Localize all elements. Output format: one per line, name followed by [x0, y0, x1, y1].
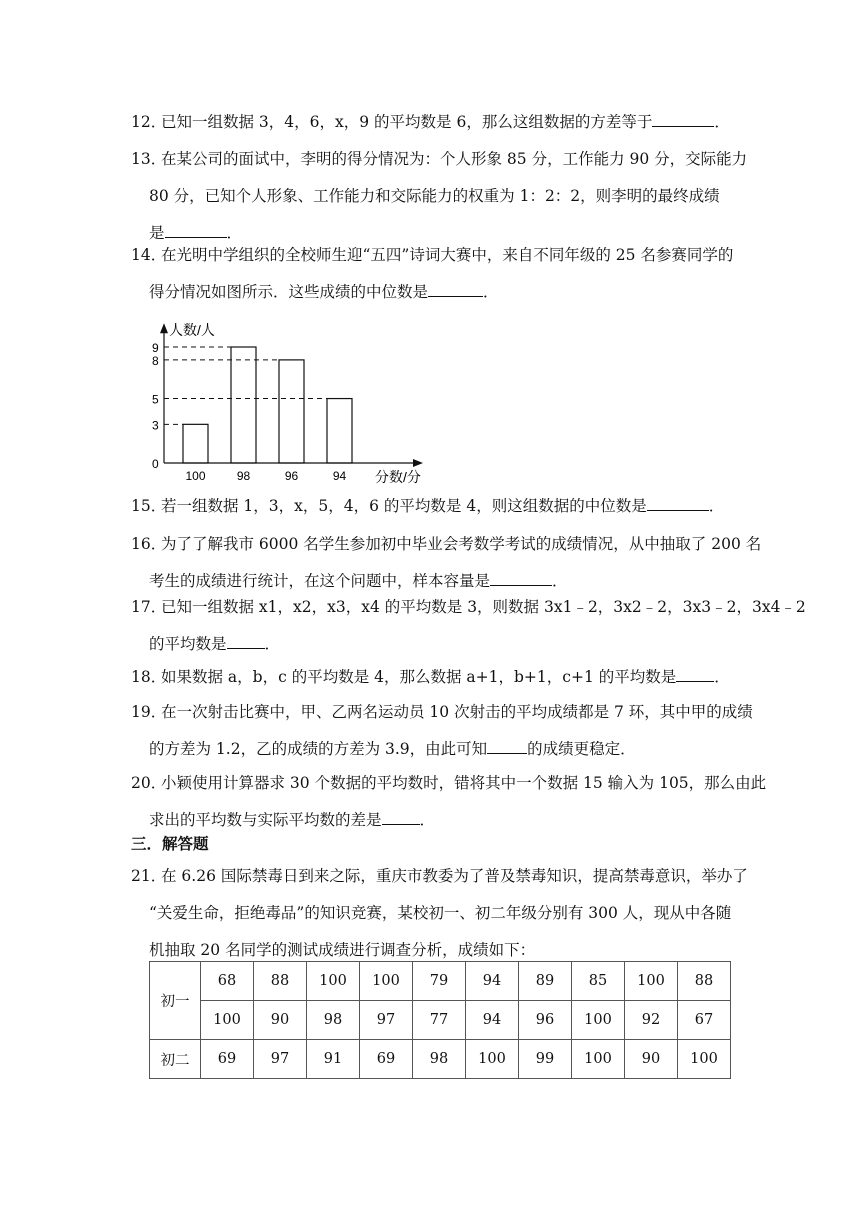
question-number: 16．: [131, 535, 167, 553]
question-text: 求出的平均数与实际平均数的差是 ．: [149, 811, 436, 829]
y-axis-label: 人数/人: [169, 322, 215, 339]
question-text: 在 6.26 国际禁毒日到来之际，重庆市教委为了普及禁毒知识，提高禁毒意识，举办了: [161, 867, 748, 885]
table-cell: 89: [519, 962, 572, 1001]
table-cell: 100: [572, 1001, 625, 1040]
table-cell: 100: [201, 1001, 254, 1040]
question-text: 得分情况如图所示．这些成绩的中位数是 ．: [149, 283, 499, 301]
question-14: [131, 237, 734, 311]
answer-blank[interactable]: [428, 282, 483, 297]
answer-blank[interactable]: [652, 112, 714, 127]
table-cell: 90: [625, 1040, 678, 1079]
table-cell: 97: [254, 1040, 307, 1079]
x-axis-arrow: [413, 459, 423, 467]
x-tick-label: 94: [332, 469, 347, 483]
question-12: [131, 104, 731, 141]
bar: [279, 360, 304, 463]
question-text: 考生的成绩进行统计，在这个问题中，样本容量是 ．: [149, 572, 568, 590]
x-tick-label: 96: [284, 469, 299, 483]
table-cell: 96: [519, 1001, 572, 1040]
answer-blank[interactable]: [382, 810, 420, 825]
question-number: 21．: [131, 867, 167, 885]
table-cell: 77: [413, 1001, 466, 1040]
question-text: 若一组数据 1，3，x，5，4，6 的平均数是 4，则这组数据的中位数是 ．: [161, 497, 725, 515]
table-cell: 91: [307, 1040, 360, 1079]
table-cell: 100: [625, 962, 678, 1001]
table-cell: 98: [307, 1001, 360, 1040]
question-number: 12．: [131, 113, 167, 131]
table-cell: 88: [678, 962, 731, 1001]
question-number: 13．: [131, 150, 167, 168]
x-tick-label: 98: [236, 469, 251, 483]
question-18: [131, 659, 731, 696]
table-cell: 94: [466, 1001, 519, 1040]
question-text: 如果数据 a，b，c 的平均数是 4，那么数据 a+1，b+1，c+1 的平均数是 ．: [161, 668, 730, 686]
question-20: [131, 765, 767, 839]
answer-blank[interactable]: [490, 571, 552, 586]
question-text: 的方差为 1.2，乙的成绩的方差为 3.9，由此可知 的成绩更稳定．: [149, 740, 636, 758]
question-19: [131, 694, 753, 768]
y-tick-label: 3: [152, 418, 159, 433]
table-cell: 69: [201, 1040, 254, 1079]
answer-blank[interactable]: [227, 634, 265, 649]
question-number: 17．: [131, 598, 167, 616]
question-text: 在某公司的面试中，李明的得分情况为：个人形象 85 分，工作能力 90 分，交际能力: [161, 150, 748, 168]
table-row: [150, 1001, 731, 1040]
question-text: 已知一组数据 3，4，6，x，9 的平均数是 6，那么这组数据的方差等于 ．: [161, 113, 730, 131]
question-21: [131, 858, 748, 969]
answer-blank[interactable]: [487, 739, 527, 754]
y-axis-arrow: [160, 323, 168, 333]
table-cell: 100: [678, 1040, 731, 1079]
question-15: [131, 488, 731, 525]
question-text: 已知一组数据 x1，x2，x3，x4 的平均数是 3，则数据 3x1﹣2，3x2﹣2，3x3﹣2，3x4﹣2: [161, 598, 806, 616]
question-number: 15．: [131, 497, 167, 515]
question-text: 在一次射击比赛中，甲、乙两名运动员 10 次射击的平均成绩都是 7 环，其中甲的成绩: [161, 703, 753, 721]
table-cell: 97: [360, 1001, 413, 1040]
table-cell: 99: [519, 1040, 572, 1079]
bar: [183, 424, 208, 463]
table-cell: 100: [572, 1040, 625, 1079]
answer-blank[interactable]: [165, 223, 227, 238]
question-number: 19．: [131, 703, 167, 721]
question-text: 为了了解我市 6000 名学生参加初中毕业会考数学考试的成绩情况，从中抽取了 200 名: [161, 535, 762, 553]
grade-label: 初一: [150, 962, 201, 1040]
table-cell: 92: [625, 1001, 678, 1040]
y-tick-label: 8: [152, 353, 159, 368]
question-text: “关爱生命，拒绝毒品”的知识竞赛，某校初一、初二年级分别有 300 人，现从中各随: [149, 904, 732, 922]
table-cell: 69: [360, 1040, 413, 1079]
table-cell: 85: [572, 962, 625, 1001]
answer-blank[interactable]: [647, 496, 709, 511]
question-text: 是 ．: [149, 224, 243, 242]
table-cell: 90: [254, 1001, 307, 1040]
x-tick-label: 100: [185, 469, 206, 483]
question-text: 机抽取 20 名同学的测试成绩进行调查分析，成绩如下：: [149, 941, 536, 959]
score-table: [149, 961, 731, 1079]
question-text: 小颖使用计算器求 30 个数据的平均数时，错将其中一个数据 15 输入为 105，那么由此: [161, 774, 767, 792]
x-axis-label: 分数/分: [375, 469, 421, 485]
bar: [231, 347, 256, 463]
table-row: [150, 962, 731, 1001]
question-text: 80 分，已知个人形象、工作能力和交际能力的权重为 1：2：2，则李明的最终成绩: [149, 187, 720, 205]
table-cell: 98: [413, 1040, 466, 1079]
section-title: 三．解答题: [131, 834, 209, 853]
y-tick-label: 5: [152, 392, 159, 407]
table-cell: 100: [466, 1040, 519, 1079]
y-tick-label: 9: [152, 341, 159, 355]
table-cell: 68: [201, 962, 254, 1001]
table-cell: 88: [254, 962, 307, 1001]
table-row: [150, 1040, 731, 1079]
table-cell: 67: [678, 1001, 731, 1040]
table-cell: 94: [466, 962, 519, 1001]
table-cell: 79: [413, 962, 466, 1001]
question-number: 18．: [131, 668, 167, 686]
score-bar-chart: [147, 308, 427, 488]
question-13: [131, 141, 748, 252]
table-cell: 100: [307, 962, 360, 1001]
question-number: 20．: [131, 774, 167, 792]
bar: [327, 399, 352, 463]
question-17: [131, 589, 806, 663]
question-text: 的平均数是 ．: [149, 635, 281, 653]
answer-blank[interactable]: [676, 667, 714, 682]
question-number: 14．: [131, 246, 167, 264]
y-tick-label: 0: [152, 457, 159, 471]
table-cell: 100: [360, 962, 413, 1001]
grade-label: 初二: [150, 1040, 201, 1079]
question-text: 在光明中学组织的全校师生迎“五四”诗词大赛中，来自不同年级的 25 名参赛同学的: [161, 246, 734, 264]
